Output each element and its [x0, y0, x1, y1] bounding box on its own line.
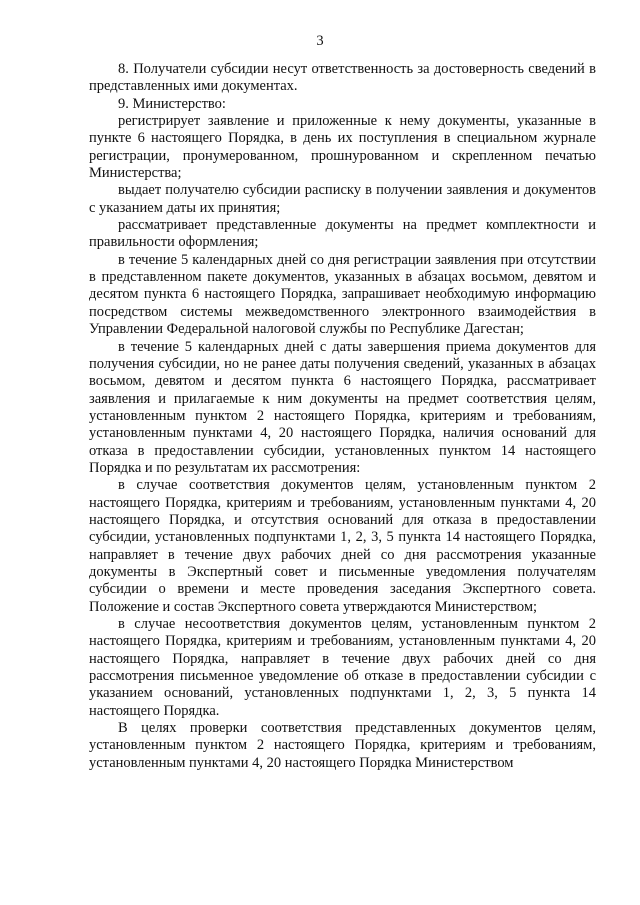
paragraph-9-ministry-heading: 9. Министерство:	[118, 95, 226, 112]
paragraph-requests-information: в течение 5 календарных дней со дня регистрации заявления при отсутствии в представленном пакете документов, указанных в абзацах восьмом, девятом и десятом пункта 6 настоящего Порядка, запрашивает необходимую информацию посредством системы межведомственного электронного взаимодействия в Управлении Федеральной налоговой службы по Республике Дагестан;	[89, 251, 596, 338]
paragraph-reviews-applications: в течение 5 календарных дней с даты завершения приема документов для получения субсидии, но не ранее даты получения сведений, указанных в абзацах восьмом, девятом и десятом пункта 6 настоящего Порядка, рассматривает заявления и прилагаемые к ним документы на предмет соответствия целям, установленным пунктом 2 настоящего Порядка, критериям и требованиям, установленным пунктами 4, 20 настоящего Порядка, наличия оснований для отказа в предоставлении субсидии, установленных пунктом 14 настоящего Порядка и по результатам их рассмотрения:	[89, 338, 596, 476]
paragraph-8-recipients-responsibility: 8. Получатели субсидии несут ответственность за достоверность сведений в представленных ими документах.	[89, 61, 596, 95]
page-number: 3	[316, 33, 324, 49]
paragraph-issues-receipt: выдает получателю субсидии расписку в получении заявления и документов с указанием даты их принятия;	[89, 182, 596, 216]
paragraph-reviews-completeness: рассматривает представленные документы на предмет комплектности и правильности оформления;	[89, 217, 596, 251]
paragraph-case-noncompliance: в случае несоответствия документов целям, установленным пунктом 2 настоящего Порядка, критериям и требованиям, установленным пунктами 4, 20 настоящего Порядка, направляет в течение двух рабочих дней со дня рассмотрения письменное уведомление об отказе в предоставлении субсидии с указанием оснований, установленных подпунктами 1, 2, 3, 5 пункта 14 настоящего Порядка.	[89, 616, 596, 719]
document-body	[89, 61, 596, 772]
paragraph-case-compliance: в случае соответствия документов целям, установленным пунктом 2 настоящего Порядка, критериям и требованиям, установленным пунктами 4, 20 настоящего Порядка, и отсутствия оснований для отказа в предоставлении субсидии, установленных подпунктами 1, 2, 3, 5 пункта 14 настоящего Порядка, направляет в течение двух рабочих дней со дня рассмотрения указанные документы в Экспертный совет и письменные уведомления получателям субсидии о времени и месте проведения заседания Экспертного совета. Положение и состав Экспертного совета утверждаются Министерством;	[89, 477, 596, 615]
paragraph-verification-purposes: В целях проверки соответствия представленных документов целям, установленным пунктом 2 настоящего Порядка, критериям и требованиям, установленным пунктами 4, 20 настоящего Порядка Министерством	[89, 720, 596, 771]
paragraph-registers-application: регистрирует заявление и приложенные к нему документы, указанные в пункте 6 настоящего Порядка, в день их поступления в специальном журнале регистрации, пронумерованном, прошнурованном и скрепленном печатью Министерства;	[89, 113, 596, 182]
